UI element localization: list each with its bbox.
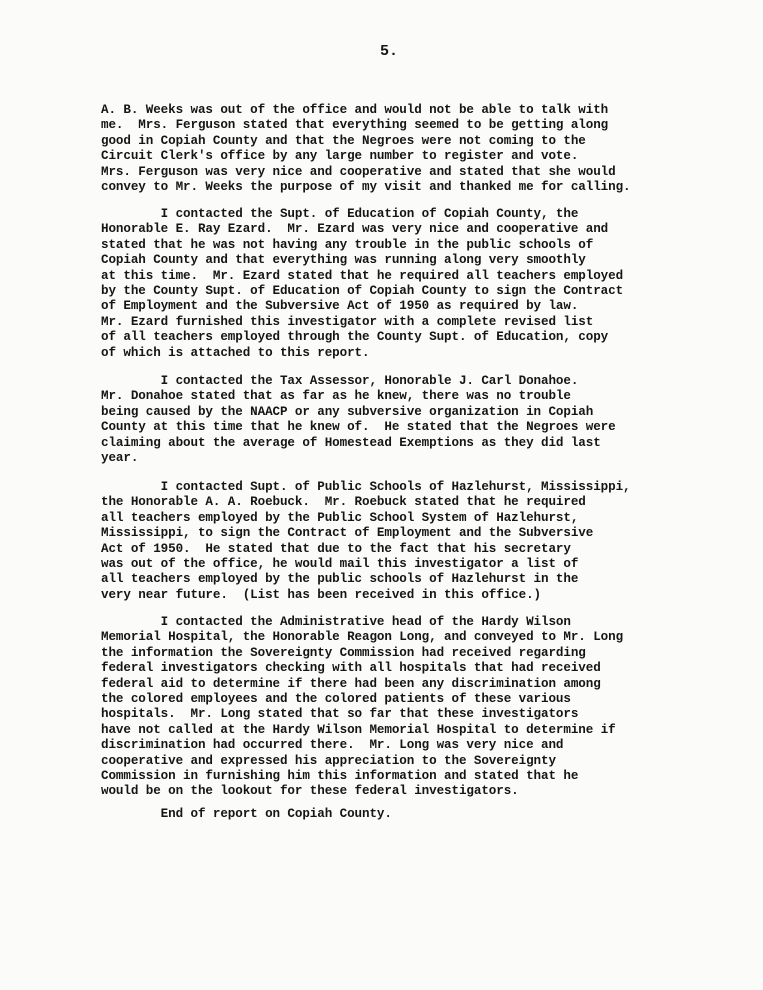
paragraph-supt-education: I contacted the Supt. of Education of Copiah County, the Honorable E. Ray Ezard. Mr. Ezard was very nice and cooperative and stated that he was not having any trouble in the public schools of Copiah County and that everything was running along very smoothly at this time. Mr. Ezard stated that he required all teachers employed by the County Supt. of Education of Copiah County to sign the Contract of Employment and the Subversive Act of 1950 as required by law. Mr. Ezard furnished this investigator with a complete revised list of all teachers employed through the County Supt. of Education, copy of which is attached to this report.: [101, 207, 624, 360]
page-number: 5.: [380, 43, 399, 60]
paragraph-hospital: I contacted the Administrative head of the Hardy Wilson Memorial Hospital, the Honorable Reagon Long, and conveyed to Mr. Long the information the Sovereignty Commission had received regarding federal investigators checking with all hospitals that had received federal aid to determine if there had been any discrimination among the colored employees and the colored patients of these various hospitals. Mr. Long stated that so far that these investigators have not called at the Hardy Wilson Memorial Hospital to determine if discrimination had occurred there. Mr. Long was very nice and cooperative and expressed his appreciation to the Sovereignty Commission in furnishing him this information and stated that he would be on the lookout for these federal investigators.: [101, 615, 624, 799]
paragraph-end-of-report: End of report on Copiah County.: [101, 807, 392, 821]
paragraph-weeks-ferguson: A. B. Weeks was out of the office and would not be able to talk with me. Mrs. Ferguson stated that everything seemed to be getting along good in Copiah County and that the Negroes were not coming to the Circuit Clerk's office by any large number to register and vote. Mrs. Ferguson was very nice and cooperative and stated that she would convey to Mr. Weeks the purpose of my visit and thanked me for calling.: [101, 103, 631, 195]
paragraph-tax-assessor: I contacted the Tax Assessor, Honorable J. Carl Donahoe. Mr. Donahoe stated that as far as he knew, there was no trouble being caused by the NAACP or any subversive organization in Copiah County at this time that he knew of. He stated that the Negroes were claiming about the average of Homestead Exemptions as they did last year.: [101, 374, 616, 466]
paragraph-hazlehurst-schools: I contacted Supt. of Public Schools of Hazlehurst, Mississippi, the Honorable A. A. Roebuck. Mr. Roebuck stated that he required all teachers employed by the Public School System of Hazlehurst, Mississippi, to sign the Contract of Employment and the Subversive Act of 1950. He stated that due to the fact that his secretary was out of the office, he would mail this investigator a list of all teachers employed by the public schools of Hazlehurst in the very near future. (List has been received in this office.): [101, 480, 631, 602]
